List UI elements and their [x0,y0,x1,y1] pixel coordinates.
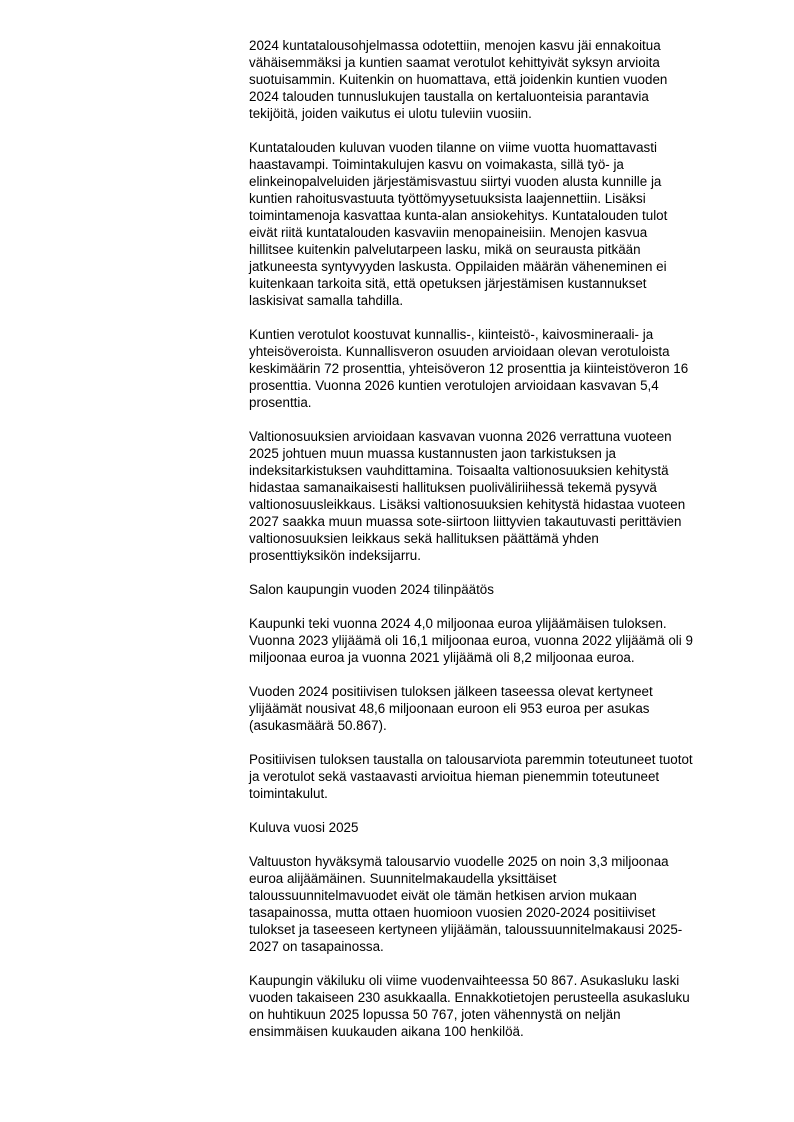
paragraph-tulos: Kaupunki teki vuonna 2024 4,0 miljoonaa euroa ylijäämäisen tuloksen. Vuonna 2023 ylijäämä oli 16,1 miljoonaa euroa, vuonna 2022 ylijäämä oli 9 miljoonaa euroa ja vuonna 2021 ylijäämä oli 8,2 miljoonaa euroa. [249,616,693,665]
paragraph-valtionosuudet: Valtionosuuksien arvioidaan kasvavan vuonna 2026 verrattuna vuoteen 2025 johtuen muun muassa kustannusten jaon tarkistuksen ja indeksitarkistuksen vauhdittamina. Toisaalta valtionosuuksien kehitystä hidastaa samanaikaisesti hallituksen puoliväliriihessä tekemä pysyvä valtionosuusleikkaus. Lisäksi valtionosuuksien kehitystä hidastaa vuoteen 2027 saakka muun muassa sote-siirtoon liittyvien takautuvasti perittävien valtionosuuksien leikkaus sekä hallituksen päättämä yhden prosenttiyksikön indeksijarru. [249,429,686,563]
paragraph-kuntatalous-tilanne: Kuntatalouden kuluvan vuoden tilanne on viime vuotta huomattavasti haastavampi. Toimintakulujen kasvu on voimakasta, sillä työ- ja elinkeinopalveluiden järjestämisvastuu siirtyi vuoden alusta kunnille ja kuntien rahoitusvastuuta työttömyysetuuksista laajennettiin. Lisäksi toimintamenoja kasvattaa kunta-alan ansiokehitys. Kuntatalouden tulot eivät riitä kuntatalouden kasvaviin menopaineisiin. Menojen kasvua hillitsee kuitenkin palvelutarpeen lasku, mikä on seurausta pitkään jatkuneesta syntyvyyden laskusta. Oppilaiden määrän väheneminen ei kuitenkaan tarkoita sitä, että opetuksen järjestämisen kustannukset laskisivat samalla tahdilla. [249,140,668,308]
paragraph-vakiluku: Kaupungin väkiluku oli viime vuodenvaihteessa 50 867. Asukasluku laski vuoden takaiseen 230 asukkaalla. Ennakkotietojen perusteella asukasluku on huhtikuun 2025 lopussa 50 767, joten vähennystä on neljän ensimmäisen kuukauden aikana 100 henkilöä. [249,973,690,1039]
paragraph-ylijaamat: Vuoden 2024 positiivisen tuloksen jälkeen taseessa olevat kertyneet ylijäämät nousivat 48,6 miljoonaan euroon eli 953 euroa per asukas (asukasmäärä 50.867). [249,684,653,733]
paragraph-tuloksen-tausta: Positiivisen tuloksen taustalla on talousarviota paremmin toteutuneet tuotot ja verotulot sekä vastaavasti arvioitua hieman pienemmin toteutuneet toimintakulut. [249,752,693,801]
section-heading-tilinpaatos: Salon kaupungin vuoden 2024 tilinpäätös [249,582,494,597]
document-page [249,37,749,1057]
section-heading-kuluva-vuosi: Kuluva vuosi 2025 [249,820,359,835]
paragraph-kuntatalousohjelma: 2024 kuntatalousohjelmassa odotettiin, menojen kasvu jäi ennakoitua vähäisemmäksi ja kuntien saamat verotulot kehittyivät syksyn arvioita suotuisammin. Kuitenkin on huomattava, että joidenkin kuntien vuoden 2024 talouden tunnuslukujen taustalla on kertaluonteisia parantavia tekijöitä, joiden vaikutus ei ulotu tuleviin vuosiin. [249,38,668,121]
paragraph-talousarvio: Valtuuston hyväksymä talousarvio vuodelle 2025 on noin 3,3 miljoonaa euroa alijäämäinen. Suunnitelmakaudella yksittäiset taloussuunnitelmavuodet eivät ole tämän hetkisen arvion mukaan tasapainossa, mutta ottaen huomioon vuosien 2020-2024 positiiviset tulokset ja taseeseen kertyneen ylijäämän, taloussuunnitelmakausi 2025- 2027 on tasapainossa. [249,854,683,954]
paragraph-verotulot: Kuntien verotulot koostuvat kunnallis-, kiinteistö-, kaivosmineraali- ja yhteisöveroista. Kunnallisveron osuuden arvioidaan olevan verotuloista keskimäärin 72 prosenttia, yhteisöveron 12 prosenttia ja kiinteistöveron 16 prosenttia. Vuonna 2026 kuntien verotulojen arvioidaan kasvavan 5,4 prosenttia. [249,327,689,410]
